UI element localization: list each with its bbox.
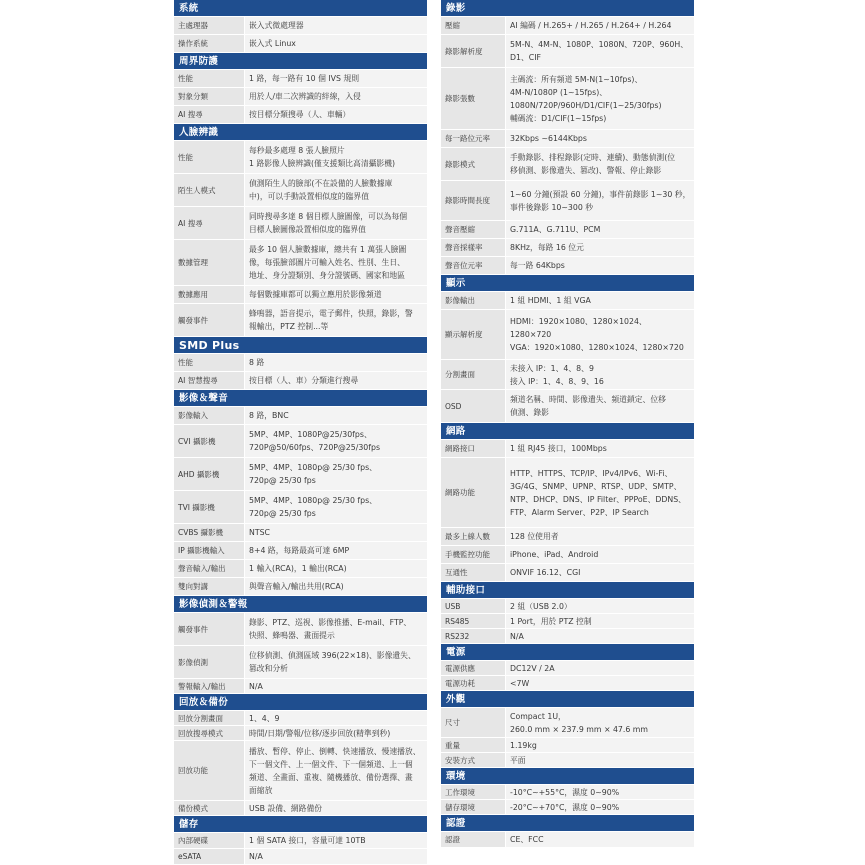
spec-label: 電源供應 <box>441 661 506 675</box>
spec-value <box>506 629 694 643</box>
spec-value-line: 蜂鳴器，語音提示，電子郵件，快照，錄影，警 <box>249 309 413 318</box>
spec-row <box>441 181 694 221</box>
spec-value <box>245 560 427 577</box>
spec-value-line: 1 路，每一路有 10 個 IVS 規則 <box>249 73 360 83</box>
spec-value <box>506 832 694 847</box>
spec-value-line: 每個數據庫都可以獨立應用於影像頻道 <box>249 289 382 299</box>
spec-label: 數據應用 <box>174 286 245 303</box>
spec-row <box>174 560 427 578</box>
spec-value-line: -10°C~+55°C，濕度 0~90% <box>510 788 620 797</box>
section-title: 網路 <box>441 423 694 440</box>
spec-value-line: 手動錄影、排程錄影(定時、連續)、動態偵測(位 <box>510 153 676 162</box>
spec-value <box>245 174 427 206</box>
spec-label: USB <box>441 599 506 613</box>
spec-value-line: 嵌入式 Linux <box>249 38 296 48</box>
spec-label: 觸發事件 <box>174 613 245 645</box>
spec-label: 錄影模式 <box>441 148 506 180</box>
spec-value-line: 8 路 <box>249 357 265 367</box>
spec-row <box>174 458 427 491</box>
spec-row <box>441 753 694 768</box>
spec-value <box>506 390 694 422</box>
spec-value-line: Compact 1U， <box>510 711 566 721</box>
spec-value-line: 128 位使用者 <box>510 531 559 541</box>
spec-value <box>506 528 694 545</box>
spec-value-line: HTTP、HTTPS、TCP/IP、IPv4/IPv6、Wi-Fi、 <box>510 468 673 478</box>
section-title: 影像＆聲音 <box>174 390 427 407</box>
spec-row <box>441 68 694 130</box>
spec-value-line: 時間/日期/警報/位移/逐步回放(精準到秒) <box>249 729 391 738</box>
spec-value-line: 與聲音輸入/輸出共用(RCA) <box>249 581 344 591</box>
spec-row <box>174 578 427 596</box>
spec-value-line: 1 組 HDMI、1 組 VGA <box>510 295 591 305</box>
section-title: 周界防護 <box>174 53 427 70</box>
spec-value <box>245 17 427 34</box>
spec-value-line: 1 路影像人臉辨識(僅支援類比高清攝影機) <box>249 159 396 168</box>
spec-value <box>245 524 427 541</box>
section-title: 外觀 <box>441 691 694 708</box>
spec-label: 尺寸 <box>441 708 506 737</box>
spec-value-line: 接入 IP：1、4、8、9、16 <box>510 376 604 386</box>
spec-label: RS485 <box>441 614 506 628</box>
spec-value-line: 主碼流：所有頻道 5M-N(1~10fps)、 <box>510 74 643 84</box>
spec-label: 錄影張數 <box>441 68 506 129</box>
section-title: 認證 <box>441 815 694 832</box>
spec-row <box>174 304 427 337</box>
spec-value <box>245 578 427 595</box>
spec-value-line: DC12V / 2A <box>510 664 555 673</box>
spec-value-line: 每一路 64Kbps <box>510 260 565 270</box>
spec-value <box>245 372 427 389</box>
spec-label: CVI 攝影機 <box>174 425 245 457</box>
spec-label: 影像輸入 <box>174 407 245 424</box>
spec-value-line: 2 組（USB 2.0） <box>510 602 572 611</box>
spec-label: 顯示解析度 <box>441 310 506 359</box>
spec-value-line: 嵌入式微處理器 <box>249 20 304 30</box>
spec-row <box>174 726 427 741</box>
spec-label: 數據管理 <box>174 240 245 285</box>
section-title: 錄影 <box>441 0 694 17</box>
spec-value-line: AI 編碼 / H.265+ / H.265 / H.264+ / H.264 <box>510 20 672 30</box>
spec-row <box>441 785 694 800</box>
spec-value <box>506 148 694 180</box>
section-title: 系統 <box>174 0 427 17</box>
spec-value <box>506 310 694 359</box>
spec-value-line: G.711A、G.711U、PCM <box>510 224 601 234</box>
spec-value-line: -20°C~+70°C，濕度 0~90% <box>510 803 620 812</box>
spec-label: 回放分割畫面 <box>174 711 245 725</box>
spec-value-line: D1、CIF <box>510 53 541 62</box>
spec-row <box>441 221 694 239</box>
spec-value-line: 同時搜尋多達 8 個目標人臉圖像，可以為每個 <box>249 212 408 221</box>
spec-value-line: 頻道名稱、時間、影像遺失、頻道鎖定、位移 <box>510 395 666 404</box>
spec-column-left <box>174 0 427 865</box>
spec-label: 電源功耗 <box>441 676 506 690</box>
spec-value-line: 篡改和分析 <box>249 664 288 673</box>
spec-value <box>245 304 427 336</box>
spec-label: 認證 <box>441 832 506 847</box>
spec-value <box>506 676 694 690</box>
spec-value-line: 8 路，BNC <box>249 410 289 420</box>
spec-value <box>506 17 694 34</box>
spec-label: 最多上線人數 <box>441 528 506 545</box>
spec-value <box>506 614 694 628</box>
section-title: 儲存 <box>174 816 427 833</box>
spec-value-line: HDMI：1920×1080、1280×1024、 <box>510 317 647 326</box>
spec-value-line: 錄影、PTZ、巡視、影像推播、E-mail、FTP、 <box>249 618 412 627</box>
spec-row <box>174 354 427 372</box>
spec-label: 主處理器 <box>174 17 245 34</box>
spec-value-line: N/A <box>510 632 524 641</box>
spec-label: AI 智慧搜尋 <box>174 372 245 389</box>
spec-value-line: NTSC <box>249 527 270 537</box>
spec-value <box>506 708 694 737</box>
spec-value-line: 用於人/車二次辨識的絆線，入侵 <box>249 91 361 101</box>
section-title: 顯示 <box>441 275 694 292</box>
spec-value <box>245 70 427 87</box>
spec-value-line: 5MP、4MP、1080p@ 25/30 fps、 <box>249 463 377 472</box>
spec-row <box>174 833 427 849</box>
spec-value <box>506 785 694 799</box>
spec-label: 雙向對講 <box>174 578 245 595</box>
spec-value-line: FTP、Alarm Server、P2P、IP Search <box>510 507 649 517</box>
section-title: 輔助接口 <box>441 582 694 599</box>
spec-row <box>174 425 427 458</box>
spec-value <box>245 458 427 490</box>
spec-value-line: 1 Port，用於 PTZ 控制 <box>510 617 592 626</box>
spec-value-line: 5MP、4MP、1080p@ 25/30 fps、 <box>249 496 377 505</box>
spec-row <box>441 239 694 257</box>
spec-value-line: 事件後錄影 10~300 秒 <box>510 202 594 212</box>
spec-row <box>174 646 427 679</box>
spec-value-line: 1080N/720P/960H/D1/CIF(1~25/30fps) <box>510 100 662 110</box>
spec-label: 壓縮 <box>441 17 506 34</box>
spec-value <box>245 741 427 800</box>
spec-label: CVBS 攝影機 <box>174 524 245 541</box>
spec-row <box>174 88 427 106</box>
spec-row <box>441 35 694 68</box>
spec-value-line: 最多 10 個人臉數據庫，總共有 1 萬張人臉圖 <box>249 245 407 254</box>
spec-row <box>174 741 427 801</box>
spec-value-line: 像，每張臉部圖片可輸入姓名、性別、生日、 <box>249 258 405 267</box>
spec-value-line: 720p@ 25/30 fps <box>249 476 316 485</box>
spec-row <box>174 141 427 174</box>
spec-value <box>245 849 427 864</box>
spec-value <box>245 407 427 424</box>
spec-row <box>441 360 694 390</box>
spec-row <box>441 661 694 676</box>
spec-value <box>506 239 694 256</box>
spec-value <box>506 35 694 67</box>
spec-value-line: 移偵測、影像遺失、篡改)、警報、停止錄影 <box>510 166 662 175</box>
spec-value-line: 1、4、9 <box>249 714 280 723</box>
spec-label: 工作環境 <box>441 785 506 799</box>
spec-value <box>245 207 427 239</box>
spec-row <box>441 390 694 423</box>
spec-value-line: 目標人臉圖像設置相似度的臨界值 <box>249 225 366 234</box>
spec-row <box>441 257 694 275</box>
spec-label: 網路接口 <box>441 440 506 457</box>
spec-value-line: 1.19kg <box>510 741 537 750</box>
spec-value <box>245 491 427 523</box>
spec-label: 每一路位元率 <box>441 130 506 147</box>
spec-label: OSD <box>441 390 506 422</box>
spec-label: 回放搜尋模式 <box>174 726 245 740</box>
spec-label: 性能 <box>174 70 245 87</box>
spec-value <box>245 613 427 645</box>
spec-value-line: USB 設備、網路備份 <box>249 804 323 813</box>
spec-label: AI 搜尋 <box>174 207 245 239</box>
spec-value <box>245 833 427 848</box>
spec-value <box>245 646 427 678</box>
spec-row <box>441 564 694 582</box>
spec-column-right <box>441 0 694 848</box>
spec-label: 警報輸入/輸出 <box>174 679 245 693</box>
spec-row <box>174 613 427 646</box>
spec-row <box>174 35 427 53</box>
spec-value <box>245 354 427 371</box>
spec-value <box>506 800 694 814</box>
spec-value <box>245 679 427 693</box>
spec-row <box>441 310 694 360</box>
spec-label: 聲音採樣率 <box>441 239 506 256</box>
spec-value <box>245 240 427 285</box>
spec-label: 安裝方式 <box>441 753 506 767</box>
section-title: 影像偵測＆警報 <box>174 596 427 613</box>
spec-value <box>245 106 427 123</box>
spec-row <box>441 599 694 614</box>
spec-value-line: <7W <box>510 679 530 688</box>
spec-label: 重量 <box>441 738 506 752</box>
spec-row <box>174 407 427 425</box>
spec-label: TVI 攝影機 <box>174 491 245 523</box>
section-title: 電源 <box>441 644 694 661</box>
spec-label: 手機監控功能 <box>441 546 506 563</box>
spec-row <box>441 676 694 691</box>
spec-row <box>441 130 694 148</box>
spec-value <box>245 711 427 725</box>
spec-row <box>174 372 427 390</box>
spec-row <box>441 629 694 644</box>
spec-row <box>174 174 427 207</box>
spec-label: 對象分類 <box>174 88 245 105</box>
spec-value <box>506 661 694 675</box>
spec-label: 錄影時間長度 <box>441 181 506 220</box>
spec-row <box>174 17 427 35</box>
spec-row <box>441 458 694 528</box>
spec-row <box>441 292 694 310</box>
spec-label: 性能 <box>174 354 245 371</box>
spec-value <box>506 130 694 147</box>
spec-value-line: 快照、蜂鳴器、畫面提示 <box>249 631 335 640</box>
spec-label: AHD 攝影機 <box>174 458 245 490</box>
spec-value-line: 8KHz，每路 16 位元 <box>510 242 584 252</box>
spec-value-line: VGA：1920×1080、1280×1024、1280×720 <box>510 343 684 352</box>
spec-label: 分割畫面 <box>441 360 506 389</box>
spec-value-line: 260.0 mm × 237.9 mm × 47.6 mm <box>510 724 648 734</box>
spec-row <box>441 708 694 738</box>
spec-value-line: 頻道、全畫面、重複、隨機播放、備份選擇、畫 <box>249 772 413 782</box>
spec-label: 操作系統 <box>174 35 245 52</box>
spec-row <box>174 286 427 304</box>
spec-value-line: 3G/4G、SNMP、UPNP、RTSP、UDP、SMTP、 <box>510 481 682 491</box>
spec-value <box>245 35 427 52</box>
spec-value <box>506 68 694 129</box>
spec-value-line: 按目標分類搜尋（人、車輛） <box>249 109 351 119</box>
spec-value <box>506 292 694 309</box>
spec-label: 影像偵測 <box>174 646 245 678</box>
spec-value-line: 1~60 分鐘(預設 60 分鐘)，事件前錄影 1~30 秒， <box>510 189 691 199</box>
spec-value <box>245 286 427 303</box>
spec-row <box>441 17 694 35</box>
spec-value-line: 未接入 IP：1、4、8、9 <box>510 363 594 373</box>
spec-row <box>174 711 427 726</box>
spec-value-line: N/A <box>249 682 263 691</box>
spec-row <box>441 440 694 458</box>
spec-value-line: 32Kbps ~6144Kbps <box>510 133 587 143</box>
spec-row <box>441 800 694 815</box>
spec-value-line: 平面 <box>510 756 526 765</box>
spec-row <box>174 207 427 240</box>
spec-value-line: 1 個 SATA 接口，容量可達 10TB <box>249 836 366 845</box>
spec-row <box>174 70 427 88</box>
spec-label: 影像輸出 <box>441 292 506 309</box>
spec-value-line: 1280×720 <box>510 330 552 339</box>
spec-row <box>174 849 427 865</box>
spec-label: 網路功能 <box>441 458 506 527</box>
spec-label: 備份模式 <box>174 801 245 815</box>
spec-label: IP 攝影機輸入 <box>174 542 245 559</box>
spec-label: 內部硬碟 <box>174 833 245 848</box>
spec-value-line: 報輸出，PTZ 控制...等 <box>249 322 329 331</box>
spec-value-line: 4M-N/1080P (1~15fps)、 <box>510 87 608 97</box>
spec-value-line: 輔碼流：D1/CIF(1~15fps) <box>510 113 607 123</box>
spec-value-line: 1 組 RJ45 接口，100Mbps <box>510 443 607 453</box>
spec-value-line: 面縮放 <box>249 785 273 795</box>
spec-row <box>174 801 427 816</box>
spec-value-line: NTP、DHCP、DNS、IP Filter、PPPoE、DDNS、 <box>510 494 686 504</box>
spec-label: 聲音輸入/輸出 <box>174 560 245 577</box>
spec-label: 聲音壓縮 <box>441 221 506 238</box>
spec-value-line: 位移偵測、偵測區域 396(22×18)、影像遺失、 <box>249 651 416 660</box>
spec-value-line: 5MP、4MP、1080P@25/30fps、 <box>249 430 372 439</box>
spec-label: 觸發事件 <box>174 304 245 336</box>
spec-value <box>506 257 694 274</box>
spec-value <box>245 141 427 173</box>
spec-row <box>441 546 694 564</box>
spec-label: eSATA <box>174 849 245 864</box>
section-title: SMD Plus <box>174 337 427 354</box>
spec-value <box>506 181 694 220</box>
spec-value-line: 每秒最多處理 8 張人臉照片 <box>249 146 345 155</box>
spec-label: 性能 <box>174 141 245 173</box>
spec-label: 陌生人模式 <box>174 174 245 206</box>
spec-value <box>506 440 694 457</box>
spec-value-line: 下一個文件、上一個文件、下一個頻道、上一個 <box>249 759 413 769</box>
spec-row <box>441 614 694 629</box>
spec-row <box>174 491 427 524</box>
spec-value <box>506 564 694 581</box>
spec-value-line: 按目標（人、車）分類進行搜尋 <box>249 375 359 385</box>
section-title: 環境 <box>441 768 694 785</box>
spec-row <box>441 148 694 181</box>
spec-label: AI 搜尋 <box>174 106 245 123</box>
spec-value-line: 720P@50/60fps、720P@25/30fps <box>249 443 381 452</box>
spec-value-line: 5M-N、4M-N、1080P、1080N、720P、960H、 <box>510 40 688 49</box>
spec-value-line: 720p@ 25/30 fps <box>249 509 316 518</box>
spec-value <box>245 542 427 559</box>
section-title: 人臉辨識 <box>174 124 427 141</box>
spec-value-line: N/A <box>249 852 263 861</box>
spec-value-line: 1 輸入(RCA)，1 輸出(RCA) <box>249 563 347 573</box>
spec-value <box>506 458 694 527</box>
spec-value-line: 偵測、錄影 <box>510 408 549 417</box>
spec-label: 回放功能 <box>174 741 245 800</box>
spec-value <box>245 88 427 105</box>
spec-value-line: 中)，可以手動設置相似度的臨界值 <box>249 192 369 201</box>
spec-value <box>506 360 694 389</box>
spec-value-line: 地址、身分證類別、身分證號碼、國家和地區 <box>249 271 405 280</box>
spec-row <box>174 240 427 286</box>
spec-row <box>174 524 427 542</box>
spec-value <box>506 753 694 767</box>
spec-label: 儲存環境 <box>441 800 506 814</box>
spec-value-line: ONVIF 16.12、CGI <box>510 567 581 577</box>
spec-label: RS232 <box>441 629 506 643</box>
spec-value <box>506 599 694 613</box>
spec-value <box>245 801 427 815</box>
spec-value <box>245 726 427 740</box>
spec-value-line: iPhone、iPad、Android <box>510 549 599 559</box>
spec-row <box>174 679 427 694</box>
spec-row <box>441 738 694 753</box>
spec-row <box>441 528 694 546</box>
spec-value-line: 播放、暫停、停止、倒轉、快速播放、慢速播放、 <box>249 746 421 756</box>
spec-value <box>245 425 427 457</box>
spec-row <box>174 106 427 124</box>
section-title: 回放＆備份 <box>174 694 427 711</box>
spec-value-line: CE、FCC <box>510 835 544 844</box>
spec-value <box>506 221 694 238</box>
spec-label: 互通性 <box>441 564 506 581</box>
spec-row <box>441 832 694 848</box>
spec-value-line: 8+4 路，每路最高可達 6MP <box>249 545 350 555</box>
spec-value <box>506 546 694 563</box>
spec-label: 聲音位元率 <box>441 257 506 274</box>
spec-value <box>506 738 694 752</box>
spec-row <box>174 542 427 560</box>
spec-value-line: 偵測陌生人的臉部(不在設備的人臉數據庫 <box>249 179 393 188</box>
spec-label: 錄影解析度 <box>441 35 506 67</box>
